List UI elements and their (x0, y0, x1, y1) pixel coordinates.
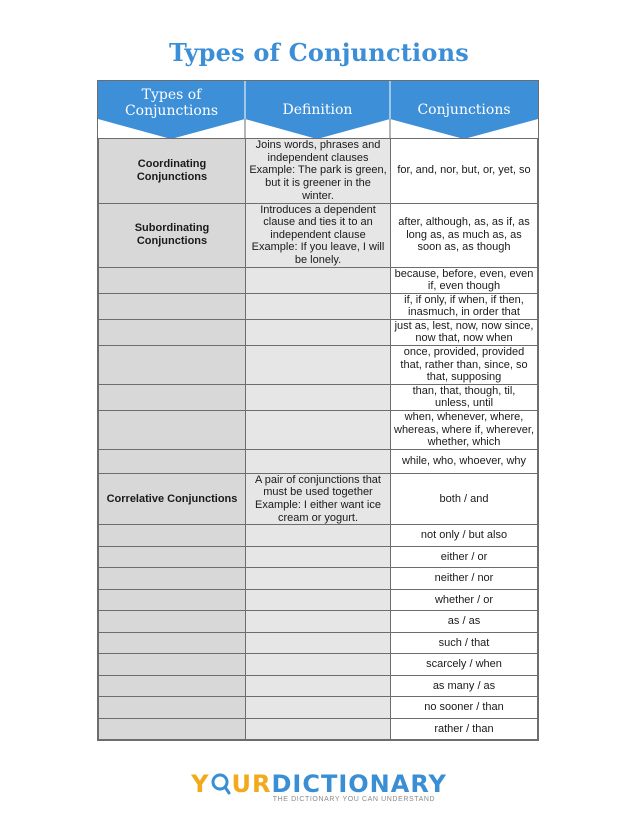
table-row (99, 547, 538, 568)
cell-type (99, 547, 246, 568)
logo-y: Y (191, 770, 210, 798)
cell-conjunctions: while, who, whoever, why (391, 449, 538, 473)
cell-type (99, 633, 246, 654)
cell-type (99, 293, 246, 319)
cell-definition (246, 449, 391, 473)
cell-type (99, 719, 246, 740)
yourdictionary-logo (0, 770, 638, 803)
cell-conjunctions: such / that (391, 633, 538, 654)
cell-type: Correlative Conjunctions (99, 473, 246, 524)
cell-conjunctions: if, if only, if when, if then, inasmuch, in order that (391, 293, 538, 319)
table-header (98, 81, 538, 139)
cell-definition (246, 697, 391, 719)
table-row (99, 590, 538, 611)
cell-type (99, 384, 246, 410)
logo-dictionary: DICTIONARY (271, 770, 447, 798)
cell-definition (246, 384, 391, 410)
table-row (99, 654, 538, 676)
cell-type (99, 319, 246, 345)
cell-conjunctions: just as, lest, now, now since, now that, now when (391, 319, 538, 345)
cell-conjunctions: either / or (391, 547, 538, 568)
cell-type: Subordinating Conjunctions (99, 203, 246, 267)
magnifier-icon (211, 773, 231, 795)
cell-definition (246, 676, 391, 697)
table-row (99, 676, 538, 697)
table-row (99, 611, 538, 633)
cell-definition (246, 267, 391, 293)
header-conjunctions: Conjunctions (417, 102, 511, 118)
table-row (99, 139, 538, 203)
cell-conjunctions: once, provided, provided that, rather than, since, so that, supposing (391, 346, 538, 385)
cell-type (99, 525, 246, 547)
cell-definition (246, 346, 391, 385)
cell-definition (246, 547, 391, 568)
table-row (99, 568, 538, 590)
cell-conjunctions: than, that, though, til, unless, until (391, 384, 538, 410)
table-row (99, 346, 538, 385)
cell-definition (246, 654, 391, 676)
table-row (99, 203, 538, 267)
cell-conjunctions: when, whenever, where, whereas, where if, wherever, whether, which (391, 411, 538, 450)
cell-definition: A pair of conjunctions that must be used together Example: I either want ice cream or yogurt. (246, 473, 391, 524)
cell-conjunctions: rather / than (391, 719, 538, 740)
cell-conjunctions: whether / or (391, 590, 538, 611)
table-row (99, 384, 538, 410)
cell-conjunctions: for, and, nor, but, or, yet, so (391, 139, 538, 203)
cell-type (99, 697, 246, 719)
cell-type (99, 267, 246, 293)
cell-type (99, 568, 246, 590)
cell-conjunctions: neither / nor (391, 568, 538, 590)
cell-definition (246, 633, 391, 654)
table-row (99, 319, 538, 345)
cell-type (99, 654, 246, 676)
table-body (98, 139, 538, 740)
cell-definition: Joins words, phrases and independent clauses Example: The park is green, but it is greener in the winter. (246, 139, 391, 203)
cell-conjunctions: both / and (391, 473, 538, 524)
cell-definition (246, 590, 391, 611)
table-row (99, 411, 538, 450)
table-row (99, 525, 538, 547)
header-definition: Definition (282, 102, 353, 118)
cell-type (99, 611, 246, 633)
cell-definition (246, 411, 391, 450)
cell-definition: Introduces a dependent clause and ties it to an independent clause Example: If you leave, I will be lonely. (246, 203, 391, 267)
table-row (99, 449, 538, 473)
table-row (99, 267, 538, 293)
cell-conjunctions: scarcely / when (391, 654, 538, 676)
cell-conjunctions: as many / as (391, 676, 538, 697)
cell-type (99, 449, 246, 473)
cell-definition (246, 568, 391, 590)
cell-conjunctions: after, although, as, as if, as long as, as much as, as soon as, as though (391, 203, 538, 267)
cell-definition (246, 719, 391, 740)
table-row (99, 293, 538, 319)
page-title: Types of Conjunctions (169, 38, 469, 67)
logo-ur: UR (231, 770, 272, 798)
logo-tagline: THE DICTIONARY YOU CAN UNDERSTAND (272, 796, 436, 803)
cell-conjunctions: not only / but also (391, 525, 538, 547)
header-types: Types of Conjunctions (124, 87, 219, 119)
cell-type (99, 676, 246, 697)
cell-type: Coordinating Conjunctions (99, 139, 246, 203)
cell-definition (246, 319, 391, 345)
cell-type (99, 411, 246, 450)
cell-conjunctions: as / as (391, 611, 538, 633)
table-row (99, 719, 538, 740)
conjunctions-table (97, 80, 539, 741)
cell-type (99, 590, 246, 611)
table-row (99, 633, 538, 654)
cell-definition (246, 525, 391, 547)
cell-type (99, 346, 246, 385)
cell-definition (246, 293, 391, 319)
cell-conjunctions: no sooner / than (391, 697, 538, 719)
cell-definition (246, 611, 391, 633)
cell-conjunctions: because, before, even, even if, even though (391, 267, 538, 293)
table-row (99, 697, 538, 719)
table-row (99, 473, 538, 524)
